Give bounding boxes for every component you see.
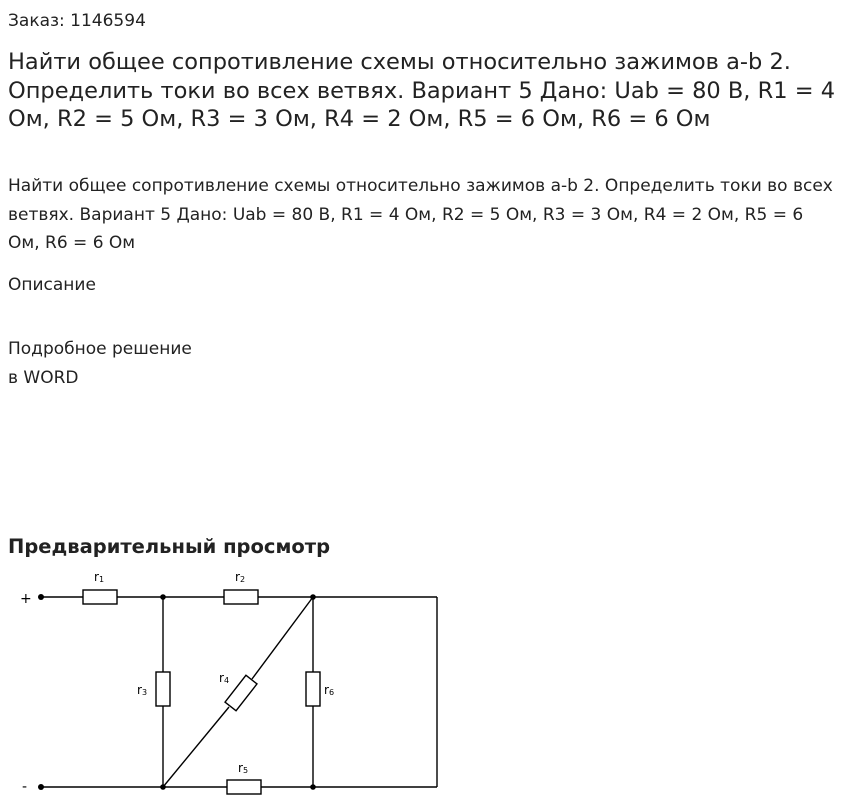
- order-number: Заказ: 1146594: [8, 11, 146, 31]
- solution-line-1: Подробное решение: [8, 339, 192, 359]
- task-title: Найти общее сопротивление схемы относительно зажимов a-b 2. Определить токи во всех ветвях. Вариант 5 Дано: Uab = 80 В, R1 = 4 Ом, R2 = 5 Ом, R3 = 3 Ом, R4 = 2 Ом, R5 = 6 Ом, R6 = 6 Ом: [8, 49, 836, 132]
- solution-line-2: в WORD: [8, 367, 79, 388]
- label-r2: r2: [235, 570, 246, 584]
- wire-r4-upper: [252, 597, 313, 679]
- label-r3: r3: [137, 683, 148, 697]
- task-description: Найти общее сопротивление схемы относительно зажимов a-b 2. Определить токи во всех ветвях. Вариант 5 Дано: Uab = 80 В, R1 = 4 Ом, R2 = 5 Ом, R3 = 3 Ом, R4 = 2 Ом, R5 = 6 Ом, R6 = 6 Ом: [8, 176, 833, 253]
- resistor-r4: [225, 675, 257, 710]
- circuit-diagram: [0, 560, 460, 808]
- wire-r4-lower: [163, 707, 229, 787]
- solution-note: [8, 335, 192, 392]
- label-r6: r6: [324, 683, 335, 697]
- node-top-left: [160, 594, 166, 600]
- terminal-plus-label: +: [20, 591, 32, 607]
- node-bottom-right: [310, 784, 316, 790]
- label-r5: r5: [238, 761, 249, 775]
- terminal-minus-label: -: [22, 779, 28, 795]
- resistor-r3: [156, 672, 170, 706]
- preview-heading: Предварительный просмотр: [8, 535, 331, 558]
- label-r1: r1: [94, 570, 105, 584]
- resistor-r1: [83, 590, 117, 604]
- node-bottom-left: [160, 784, 166, 790]
- resistor-r2: [224, 590, 258, 604]
- resistor-r6: [306, 672, 320, 706]
- node-top-right: [310, 594, 316, 600]
- description-section-label: Описание: [8, 275, 96, 295]
- resistor-r5: [227, 780, 261, 794]
- label-r4: r4: [219, 671, 230, 685]
